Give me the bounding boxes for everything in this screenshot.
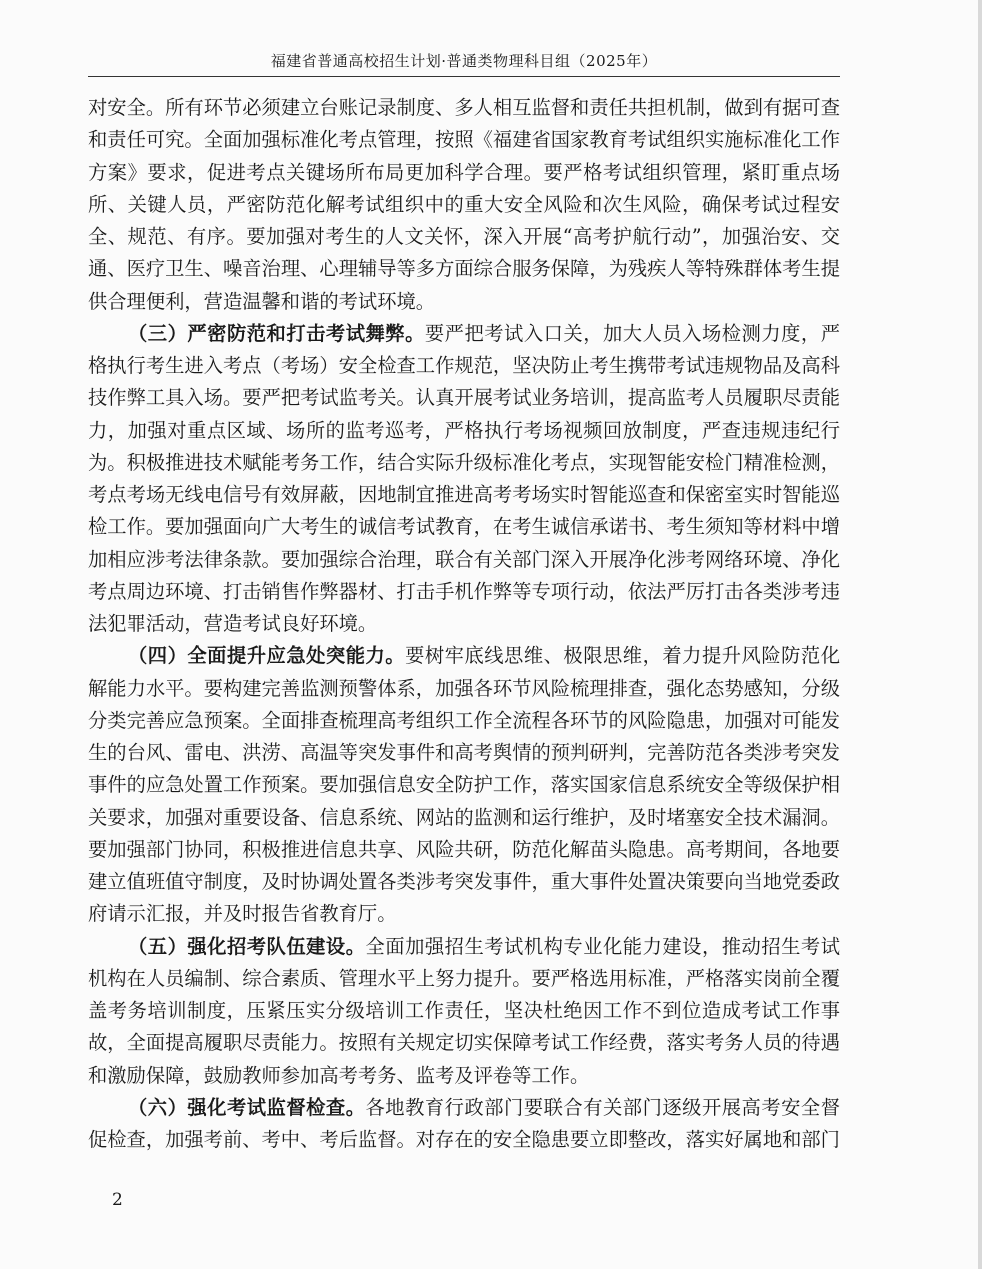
running-header-title: 福建省普通高校招生计划·普通类物理科目组（2025年）	[270, 52, 658, 70]
paragraph-text: 要树牢底线思维、极限思维，着力提升风险防范化解能力水平。要构建完善监测预警体系，加强各环节风险梳理排查，强化态势感知，分级分类完善应急预案。全面排查梳理高考组织工作全流程各环节的风险隐患，加强对可能发生的台风、雷电、洪涝、高温等突发事件和高考舆情的预判研判，完善防范各类涉考突发事件的应急处置工作预案。要加强信息安全防护工作，落实国家信息系统安全等级保护相关要求，加强对重要设备、信息系统、网站的监测和运行维护，及时堵塞安全技术漏洞。要加强部门协同，积极推进信息共享、风险共研，防范化解苗头隐患。高考期间，各地要建立值班值守制度，及时协调处置各类涉考突发事件，重大事件处置决策要向当地党委政府请示汇报，并及时报告省教育厅。	[88, 644, 841, 926]
paragraph-section-6	[88, 1092, 840, 1157]
section-heading: （三）严密防范和打击考试舞弊。	[128, 321, 425, 345]
section-heading: （六）强化考试监督检查。	[128, 1095, 366, 1119]
paragraph-text: 全面加强招生考试机构专业化能力建设，推动招生考试机构在人员编制、综合素质、管理水平上努力提升。要严格选用标准，严格落实岗前全覆盖考务培训制度，压紧压实分级培训工作责任，坚决杜绝因工作不到位造成考试工作事故，全面提高履职尽责能力。按照有关规定切实保障考试工作经费，落实考务人员的待遇和激励保障，鼓励教师参加高考考务、监考及评卷等工作。	[88, 934, 841, 1087]
paragraph-continued	[88, 92, 840, 318]
document-body	[88, 92, 840, 1156]
section-heading: （五）强化招考队伍建设。	[128, 934, 366, 958]
paragraph-section-5	[88, 931, 840, 1092]
paragraph-section-4	[88, 640, 840, 930]
paragraph-text: 各地教育行政部门要联合有关部门逐级开展高考安全督促检查，加强考前、考中、考后监督。对存在的安全隐患要立即整改，落实好属地和部门	[88, 1095, 841, 1151]
page-number: 2	[112, 1190, 123, 1210]
paragraph-text: 要严把考试入口关，加大人员入场检测力度，严格执行考生进入考点（考场）安全检查工作规范，坚决防止考生携带考试违规物品及高科技作弊工具入场。要严把考试监考关。认真开展考试业务培训，提高监考人员履职尽责能力，加强对重点区域、场所的监考巡考，严格执行考场视频回放制度，严查违规违纪行为。积极推进技术赋能考务工作，结合实际升级标准化考点，实现智能安检门精准检测，考点考场无线电信号有效屏蔽，因地制宜推进高考考场实时智能巡查和保密室实时智能巡检工作。要加强面向广大考生的诚信考试教育，在考生诚信承诺书、考生须知等材料中增加相应涉考法律条款。要加强综合治理，联合有关部门深入开展净化涉考网络环境、净化考点周边环境、打击销售作弊器材、打击手机作弊等专项行动，依法严厉打击各类涉考违法犯罪活动，营造考试良好环境。	[88, 321, 841, 635]
paragraph-text: 对安全。所有环节必须建立台账记录制度、多人相互监督和责任共担机制，做到有据可查和责任可究。全面加强标准化考点管理，按照《福建省国家教育考试组织实施标准化工作方案》要求，促进考点关键场所布局更加科学合理。要严格考试组织管理，紧盯重点场所、关键人员，严密防范化解考试组织中的重大安全风险和次生风险，确保考试过程安全、规范、有序。要加强对考生的人文关怀，深入开展“高考护航行动”，加强治安、交通、医疗卫生、噪音治理、心理辅导等多方面综合服务保障，为残疾人等特殊群体考生提供合理便利，营造温馨和谐的考试环境。	[88, 96, 840, 313]
running-header	[88, 50, 840, 77]
section-heading: （四）全面提升应急处突能力。	[128, 644, 406, 668]
paragraph-section-3	[88, 318, 840, 641]
page-edge-shadow	[978, 0, 982, 1269]
